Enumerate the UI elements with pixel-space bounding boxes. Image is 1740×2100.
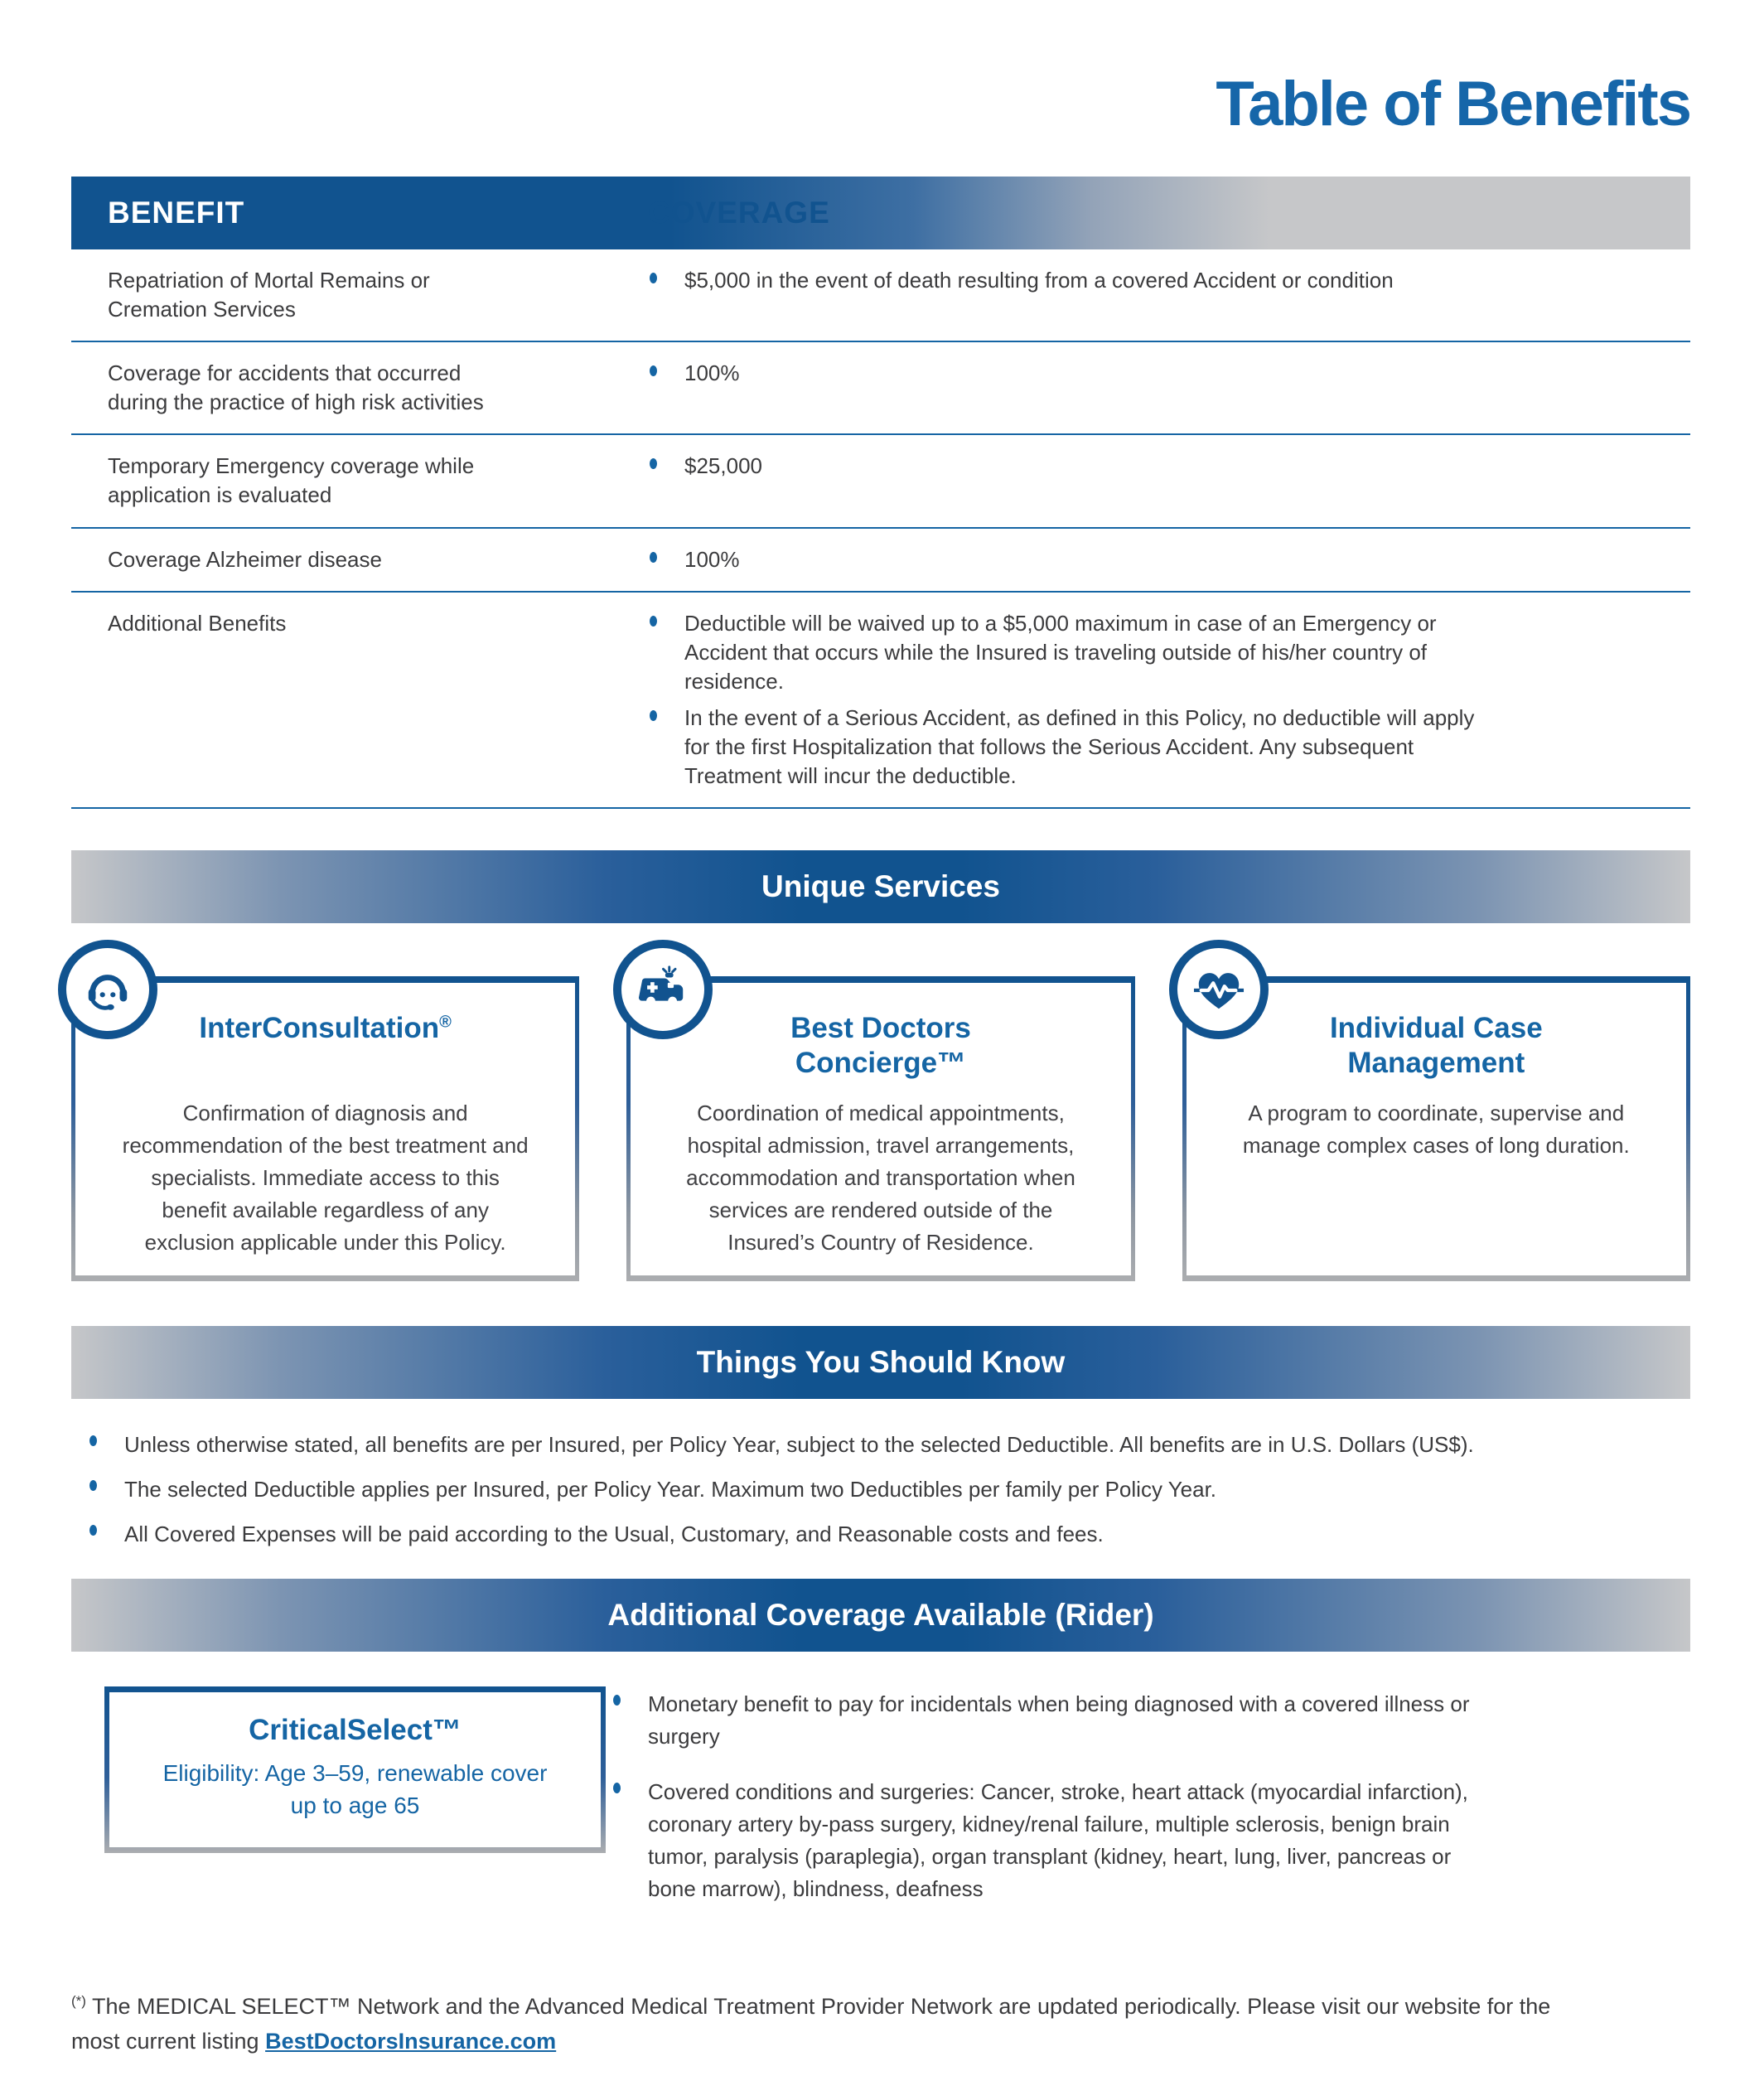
heart-pulse-icon bbox=[1193, 964, 1245, 1015]
coverage-cell bbox=[648, 452, 1690, 510]
coverage-bullet-item: Deductible will be waived up to a $5,000 maximum in case of an Emergency or Accident that occurs while the Insured is traveling outside of his/her country of residence. bbox=[648, 609, 1505, 696]
card-title: Individual Case Management bbox=[1329, 1012, 1543, 1080]
rider-section-bar bbox=[71, 1579, 1690, 1652]
coverage-cell bbox=[648, 266, 1690, 324]
page-title: Table of Benefits bbox=[1216, 69, 1690, 139]
list-item: All Covered Expenses will be paid according to the Usual, Customary, and Reasonable costs and fees. bbox=[71, 1518, 1690, 1551]
coverage-bullet-item: 100% bbox=[648, 359, 1505, 388]
things-to-know-section-bar bbox=[71, 1326, 1690, 1399]
benefit-name: Repatriation of Mortal Remains or Cremation Services bbox=[108, 268, 430, 322]
coverage-cell bbox=[648, 545, 1690, 574]
table-row bbox=[71, 529, 1690, 593]
card-icon-badge bbox=[58, 940, 157, 1039]
footnote-marker: (*) bbox=[71, 1993, 86, 2010]
card-title: Best Doctors Concierge™ bbox=[790, 1012, 971, 1080]
support-agent-icon bbox=[82, 964, 133, 1015]
table-row bbox=[71, 593, 1690, 810]
list-item: Monetary benefit to pay for incidentals when being diagnosed with a covered illness or surgery bbox=[611, 1688, 1477, 1753]
coverage-cell bbox=[648, 609, 1690, 791]
card-title: InterConsultation® bbox=[199, 1012, 452, 1045]
table-row bbox=[71, 249, 1690, 342]
things-to-know-list bbox=[71, 1429, 1690, 1551]
benefit-name: Temporary Emergency coverage while application is evaluated bbox=[108, 453, 475, 508]
card-icon-badge bbox=[1169, 940, 1269, 1039]
card-body bbox=[1187, 983, 1686, 1275]
coverage-bullet-item: $5,000 in the event of death resulting from a covered Accident or condition bbox=[648, 266, 1505, 295]
table-row bbox=[71, 342, 1690, 435]
criticalselect-card bbox=[104, 1686, 606, 1852]
card-description: Confirmation of diagnosis and recommendation of the best treatment and specialists. Immediate access to this benefit available regardless of any exclusion applicable under this Policy. bbox=[122, 1101, 529, 1256]
benefit-name: Coverage for accidents that occurred during the practice of high risk activities bbox=[108, 360, 484, 415]
benefit-column-header: BENEFIT bbox=[108, 196, 245, 230]
unique-services-cards bbox=[71, 976, 1690, 1281]
card-icon-badge bbox=[613, 940, 713, 1039]
criticalselect-eligibility: Eligibility: Age 3–59, renewable cover up to age 65 bbox=[162, 1760, 548, 1819]
rider-bullet-list bbox=[611, 1688, 1690, 1928]
individual-case-management-card bbox=[1182, 976, 1690, 1281]
card-body bbox=[631, 983, 1130, 1275]
coverage-cell bbox=[648, 359, 1690, 417]
website-link[interactable]: BestDoctorsInsurance.com bbox=[265, 2029, 557, 2054]
rider-section-title: Additional Coverage Available (Rider) bbox=[607, 1598, 1154, 1633]
benefit-name: Coverage Alzheimer disease bbox=[108, 546, 382, 572]
card-description: Coordination of medical appointments, hospital admission, travel arrangements, accommodation and transportation when services are rendered outside of the Insured’s Country of Residence. bbox=[686, 1101, 1075, 1256]
footnote bbox=[71, 1990, 1579, 2059]
criticalselect-title: CriticalSelect™ bbox=[249, 1714, 462, 1747]
interconsultation-card bbox=[71, 976, 579, 1281]
benefits-table-header-bar bbox=[71, 177, 1690, 249]
coverage-column-header: COVERAGE bbox=[648, 196, 830, 230]
coverage-bullet-item: In the event of a Serious Accident, as defined in this Policy, no deductible will apply for the first Hospitalization that follows the Serious Accident. Any subsequent Treatment will incur the deductible. bbox=[648, 704, 1505, 791]
benefit-name: Additional Benefits bbox=[108, 610, 287, 636]
registered-mark: ® bbox=[439, 1013, 452, 1032]
benefits-table bbox=[71, 249, 1690, 809]
table-row bbox=[71, 435, 1690, 528]
card-description: A program to coordinate, supervise and manage complex cases of long duration. bbox=[1242, 1101, 1630, 1159]
list-item: Unless otherwise stated, all benefits are per Insured, per Policy Year, subject to the selected Deductible. All benefits are in U.S. Dollars (US$). bbox=[71, 1429, 1690, 1461]
rider-content bbox=[71, 1686, 1690, 1928]
card-body bbox=[75, 983, 575, 1275]
things-to-know-section-title: Things You Should Know bbox=[696, 1345, 1066, 1380]
list-item: The selected Deductible applies per Insured, per Policy Year. Maximum two Deductibles per family per Policy Year. bbox=[71, 1473, 1690, 1506]
unique-services-section-title: Unique Services bbox=[761, 869, 1000, 904]
ambulance-icon bbox=[637, 964, 689, 1015]
coverage-bullet-item: 100% bbox=[648, 545, 1505, 574]
best-doctors-concierge-card bbox=[626, 976, 1134, 1281]
criticalselect-card-body bbox=[109, 1692, 601, 1846]
list-item: Covered conditions and surgeries: Cancer, stroke, heart attack (myocardial infarction), coronary artery by-pass surgery, kidney/renal failure, multiple sclerosis, benign brain tumor, paralysis (paraplegia), organ transplant (kidney, heart, lung, liver, pancreas or bone marrow), blindness, deafness bbox=[611, 1776, 1477, 1905]
unique-services-section-bar bbox=[71, 850, 1690, 923]
footnote-text: The MEDICAL SELECT™ Network and the Advanced Medical Treatment Provider Network are updated periodically. Please visit our website for the most current listing bbox=[71, 1994, 1551, 2054]
coverage-bullet-item: $25,000 bbox=[648, 452, 1505, 481]
